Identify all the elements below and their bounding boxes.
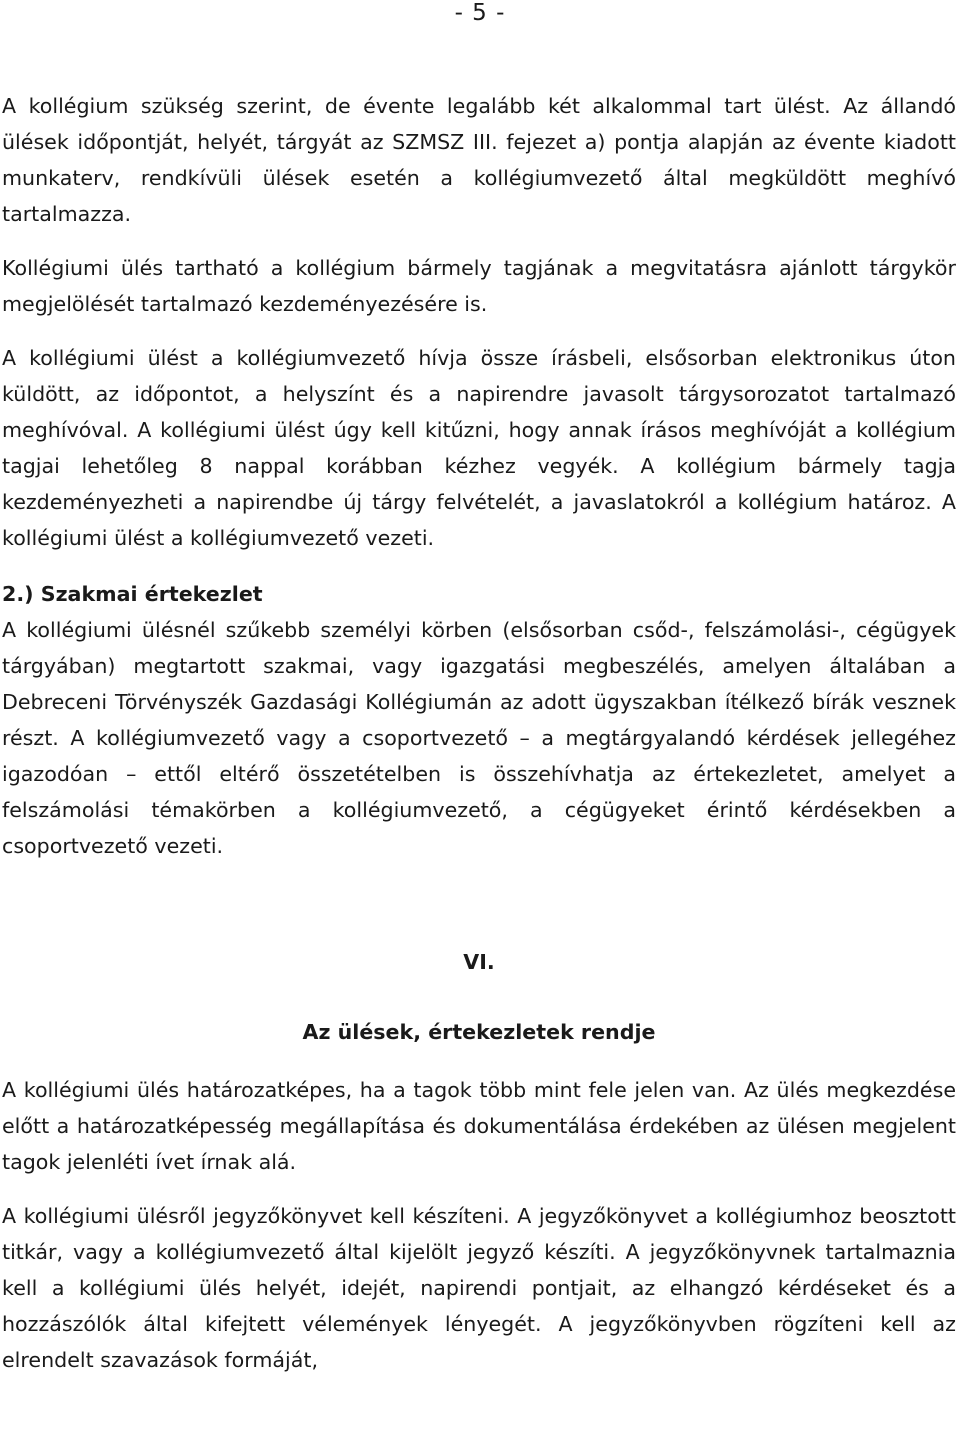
page-number: - 5 -	[454, 0, 506, 26]
paragraph-sessions-frequency: A kollégium szükség szerint, de évente legalább két alkalommal tart ülést. Az állandó ülések időpontját, helyét, tárgyát az SZMSZ III. fejezet a) pontja alapján az évente kiadott munkaterv, rendkívüli ülések esetén a kollégiumvezető által megküldött meghívó tartalmazza.	[2, 94, 956, 226]
section-title: Az ülések, értekezletek rendje	[302, 1020, 656, 1044]
page-content	[2, 88, 956, 1378]
paragraph-quorum: A kollégiumi ülés határozatképes, ha a tagok több mint fele jelen van. Az ülés megkezdése előtt a határozatképesség megállapítása és dokumentálása érdekében az ülésen megjelent tagok jelenléti ívet írnak alá.	[2, 1078, 956, 1174]
paragraph-minutes: A kollégiumi ülésről jegyzőkönyvet kell készíteni. A jegyzőkönyvet a kollégiumhoz beosztott titkár, vagy a kollégiumvezető által kijelölt jegyző készíti. A jegyzőkönyvnek tartalmaznia kell a kollégiumi ülés helyét, idejét, napirendi pontjait, az elhangzó kérdéseket és a hozzászólók által kifejtett vélemények lényegét. A jegyzőkönyvben rögzíteni kell az elrendelt szavazások formáját,	[2, 1204, 956, 1372]
paragraph-professional-meeting: A kollégiumi ülésnél szűkebb személyi körben (elsősorban csőd-, felszámolási-, cégügyek tárgyában) megtartott szakmai, vagy igazgatási megbeszélés, amelyen általában a Debreceni Törvényszék Gazdasági Kollégiumán az adott ügyszakban ítélkező bírák vesznek részt. A kollégiumvezető vagy a csoportvezető – a megtárgyalandó kérdések jellegéhez igazodóan – ettől eltérő összetételben is összehívhatja az értekezletet, amelyet a felszámolási témakörben a kollégiumvezető, a cégügyeket érintő kérdésekben a csoportvezető vezeti.	[2, 618, 956, 858]
section-number: VI.	[463, 950, 495, 974]
paragraph-session-convening: A kollégiumi ülést a kollégiumvezető hívja össze írásbeli, elsősorban elektronikus úton küldött, az időpontot, a helyszínt és a napirendre javasolt tárgysorozatot tartalmazó meghívóval. A kollégiumi ülést úgy kell kitűzni, hogy annak írásos meghívóját a kollégium tagjai lehetőleg 8 nappal korábban kézhez vegyék. A kollégium bármely tagja kezdeményezheti a napirendbe új tárgy felvételét, a javaslatokról a kollégium határoz. A kollégiumi ülést a kollégiumvezető vezeti.	[2, 346, 956, 550]
paragraph-session-initiative: Kollégiumi ülés tartható a kollégium bármely tagjának a megvitatásra ajánlott tárgykör megjelölését tartalmazó kezdeményezésére is.	[2, 256, 956, 316]
subsection-heading: 2.) Szakmai értekezlet	[2, 582, 263, 606]
